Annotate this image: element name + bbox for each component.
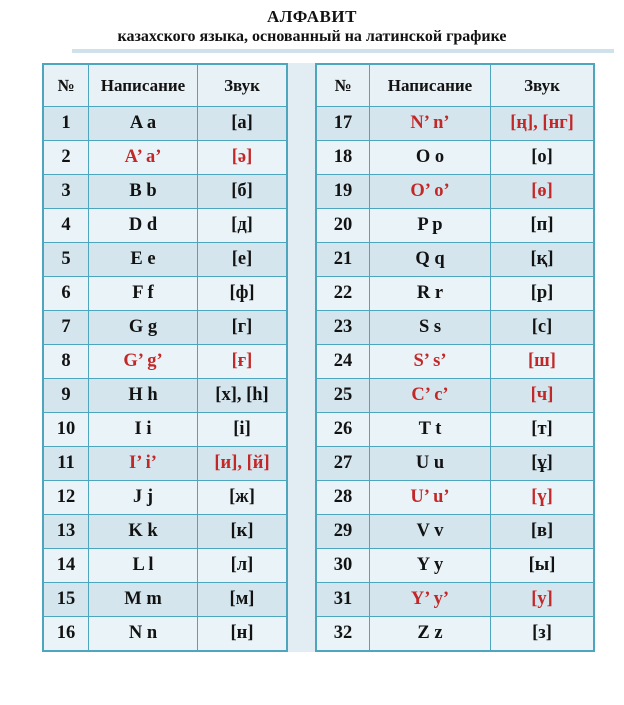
alphabet-row [43, 345, 287, 379]
row-number: 29 [316, 515, 370, 549]
alphabet-table-right [315, 63, 595, 652]
letter-sound: [х], [h] [198, 379, 288, 413]
letter-sound: [ж] [198, 481, 288, 515]
letter-sound: [а] [198, 107, 288, 141]
row-number: 2 [43, 141, 89, 175]
alphabet-row [316, 107, 594, 141]
row-number: 19 [316, 175, 370, 209]
letter-sound: [б] [198, 175, 288, 209]
table-body-left [43, 107, 287, 652]
row-number: 16 [43, 617, 89, 652]
row-number: 22 [316, 277, 370, 311]
letter-sound: [к] [198, 515, 288, 549]
decorative-strip [72, 49, 614, 53]
letter-sound: [с] [491, 311, 595, 345]
row-number: 26 [316, 413, 370, 447]
row-number: 32 [316, 617, 370, 652]
letter-sound: [п] [491, 209, 595, 243]
letter-writing: L l [89, 549, 198, 583]
letter-writing: Y y [370, 549, 491, 583]
letter-sound: [о] [491, 141, 595, 175]
letter-writing: H h [89, 379, 198, 413]
letter-writing: B b [89, 175, 198, 209]
row-number: 3 [43, 175, 89, 209]
letter-writing: J j [89, 481, 198, 515]
letter-sound: [л] [198, 549, 288, 583]
alphabet-row [43, 481, 287, 515]
alphabet-row [316, 447, 594, 481]
alphabet-row [43, 107, 287, 141]
alphabet-row [43, 617, 287, 652]
row-number: 21 [316, 243, 370, 277]
page-title: АЛФАВИТ [267, 7, 357, 26]
letter-sound: [ғ] [198, 345, 288, 379]
alphabet-row [316, 583, 594, 617]
letter-writing: P p [370, 209, 491, 243]
row-number: 12 [43, 481, 89, 515]
alphabet-row [43, 583, 287, 617]
column-header-writing: Написание [89, 64, 198, 107]
alphabet-row [43, 379, 287, 413]
alphabet-row [43, 413, 287, 447]
letter-sound: [г] [198, 311, 288, 345]
letter-writing: R r [370, 277, 491, 311]
letter-sound: [ч] [491, 379, 595, 413]
letter-writing: A a [89, 107, 198, 141]
row-number: 30 [316, 549, 370, 583]
letter-writing: V v [370, 515, 491, 549]
row-number: 1 [43, 107, 89, 141]
letter-writing: G’ g’ [89, 345, 198, 379]
letter-sound: [у] [491, 583, 595, 617]
letter-writing: U’ u’ [370, 481, 491, 515]
letter-writing: G g [89, 311, 198, 345]
letter-sound: [ү] [491, 481, 595, 515]
alphabet-row [316, 617, 594, 652]
column-header-sound: Звук [491, 64, 595, 107]
letter-sound: [и], [й] [198, 447, 288, 481]
table-gap [288, 63, 315, 652]
row-number: 10 [43, 413, 89, 447]
letter-writing: S s [370, 311, 491, 345]
column-header-sound: Звук [198, 64, 288, 107]
row-number: 4 [43, 209, 89, 243]
row-number: 17 [316, 107, 370, 141]
alphabet-row [43, 175, 287, 209]
header-row [43, 64, 287, 107]
column-header-number: № [43, 64, 89, 107]
letter-sound: [д] [198, 209, 288, 243]
letter-writing: A’ a’ [89, 141, 198, 175]
alphabet-row [316, 549, 594, 583]
row-number: 8 [43, 345, 89, 379]
row-number: 20 [316, 209, 370, 243]
letter-writing: D d [89, 209, 198, 243]
alphabet-row [316, 175, 594, 209]
row-number: 31 [316, 583, 370, 617]
alphabet-row [316, 277, 594, 311]
letter-sound: [м] [198, 583, 288, 617]
letter-writing: N’ n’ [370, 107, 491, 141]
alphabet-row [43, 515, 287, 549]
letter-writing: F f [89, 277, 198, 311]
letter-sound: [ә] [198, 141, 288, 175]
table-body-right [316, 107, 594, 652]
row-number: 25 [316, 379, 370, 413]
letter-writing: C’ c’ [370, 379, 491, 413]
page-subtitle: казахского языка, основанный на латинской графике [117, 28, 507, 46]
row-number: 14 [43, 549, 89, 583]
alphabet-row [316, 481, 594, 515]
letter-sound: [т] [491, 413, 595, 447]
alphabet-row [316, 243, 594, 277]
row-number: 6 [43, 277, 89, 311]
alphabet-row [316, 209, 594, 243]
letter-writing: U u [370, 447, 491, 481]
row-number: 11 [43, 447, 89, 481]
letter-sound: [ң], [нг] [491, 107, 595, 141]
alphabet-row [43, 209, 287, 243]
row-number: 15 [43, 583, 89, 617]
letter-sound: [ш] [491, 345, 595, 379]
alphabet-row [316, 379, 594, 413]
alphabet-row [43, 141, 287, 175]
letter-sound: [н] [198, 617, 288, 652]
row-number: 13 [43, 515, 89, 549]
row-number: 28 [316, 481, 370, 515]
alphabet-row [43, 447, 287, 481]
letter-sound: [ы] [491, 549, 595, 583]
letter-writing: Y’ y’ [370, 583, 491, 617]
letter-sound: [i] [198, 413, 288, 447]
alphabet-row [316, 141, 594, 175]
letter-sound: [в] [491, 515, 595, 549]
alphabet-table-left [42, 63, 288, 652]
letter-writing: O’ o’ [370, 175, 491, 209]
table-header-left [43, 64, 287, 107]
alphabet-row [316, 311, 594, 345]
alphabet-row [43, 243, 287, 277]
alphabet-row [43, 311, 287, 345]
alphabet-row [316, 345, 594, 379]
letter-writing: I i [89, 413, 198, 447]
title-block [0, 6, 624, 47]
letter-sound: [р] [491, 277, 595, 311]
row-number: 5 [43, 243, 89, 277]
letter-writing: S’ s’ [370, 345, 491, 379]
letter-sound: [ө] [491, 175, 595, 209]
alphabet-row [316, 515, 594, 549]
letter-writing: E e [89, 243, 198, 277]
alphabet-row [43, 549, 287, 583]
letter-sound: [ф] [198, 277, 288, 311]
row-number: 9 [43, 379, 89, 413]
letter-writing: K k [89, 515, 198, 549]
alphabet-tables [42, 63, 595, 652]
letter-writing: M m [89, 583, 198, 617]
column-header-writing: Написание [370, 64, 491, 107]
header-row [316, 64, 594, 107]
letter-writing: O o [370, 141, 491, 175]
letter-writing: Q q [370, 243, 491, 277]
letter-sound: [е] [198, 243, 288, 277]
alphabet-row [316, 413, 594, 447]
row-number: 24 [316, 345, 370, 379]
letter-sound: [ұ] [491, 447, 595, 481]
row-number: 7 [43, 311, 89, 345]
row-number: 23 [316, 311, 370, 345]
letter-writing: Z z [370, 617, 491, 652]
letter-writing: I’ i’ [89, 447, 198, 481]
table-header-right [316, 64, 594, 107]
column-header-number: № [316, 64, 370, 107]
alphabet-row [43, 277, 287, 311]
letter-writing: T t [370, 413, 491, 447]
row-number: 27 [316, 447, 370, 481]
letter-writing: N n [89, 617, 198, 652]
row-number: 18 [316, 141, 370, 175]
letter-sound: [қ] [491, 243, 595, 277]
letter-sound: [з] [491, 617, 595, 652]
